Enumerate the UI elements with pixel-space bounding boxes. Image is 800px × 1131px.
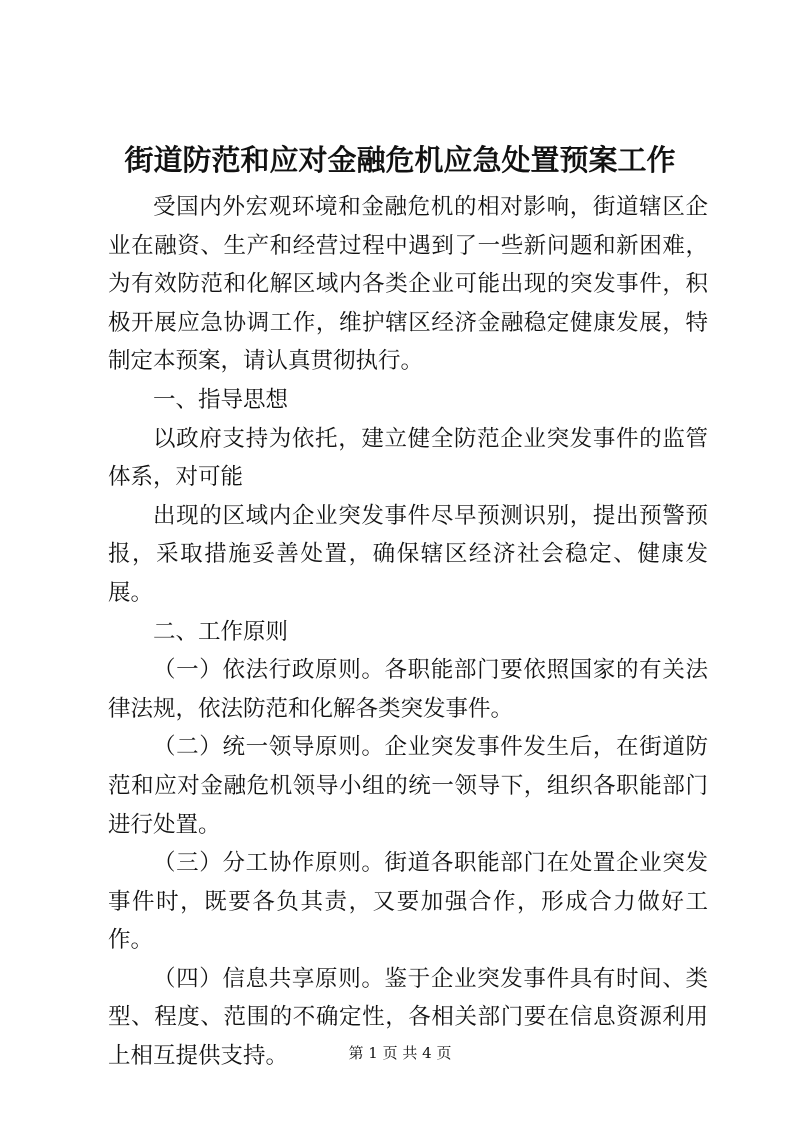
document-title: 街道防范和应对金融危机应急处置预案工作 <box>124 143 676 177</box>
principle-lawful-administration: （一）依法行政原则。各职能部门要依照国家的有关法律法规，依法防范和化解各类突发事件。 <box>108 657 708 722</box>
principle-division-cooperation: （三）分工协作原则。街道各职能部门在处置企业突发事件时，既要各负其责，又要加强合作，形成合力做好工作。 <box>108 850 708 954</box>
principle-unified-leadership: （二）统一领导原则。企业突发事件发生后，在街道防范和应对金融危机领导小组的统一领导下，组织各职能部门进行处置。 <box>108 734 708 838</box>
guiding-thought-continuation: 出现的区域内企业突发事件尽早预测识别，提出预警预报，采取措施妥善处置，确保辖区经济社会稳定、健康发展。 <box>108 502 708 606</box>
section-heading-work-principles: 二、工作原则 <box>153 618 289 645</box>
document-body <box>108 188 708 1076</box>
section-heading-guiding-thought: 一、指导思想 <box>153 386 289 413</box>
page-number-footer: 第 1 页 共 4 页 <box>348 1044 452 1062</box>
principle-information-sharing: （四）信息共享原则。鉴于企业突发事件具有时间、类型、程度、范围的不确定性，各相关部门要在信息资源利用上相互提供支持。 <box>108 965 708 1070</box>
guiding-thought-paragraph: 以政府支持为依托，建立健全防范企业突发事件的监管体系，对可能 <box>108 425 708 491</box>
intro-paragraph: 受国内外宏观环境和金融危机的相对影响，街道辖区企业在融资、生产和经营过程中遇到了一些新问题和新困难，为有效防范和化解区域内各类企业可能出现的突发事件，积极开展应急协调工作，维护辖区经济金融稳定健康发展，特制定本预案，请认真贯彻执行。 <box>108 194 708 375</box>
